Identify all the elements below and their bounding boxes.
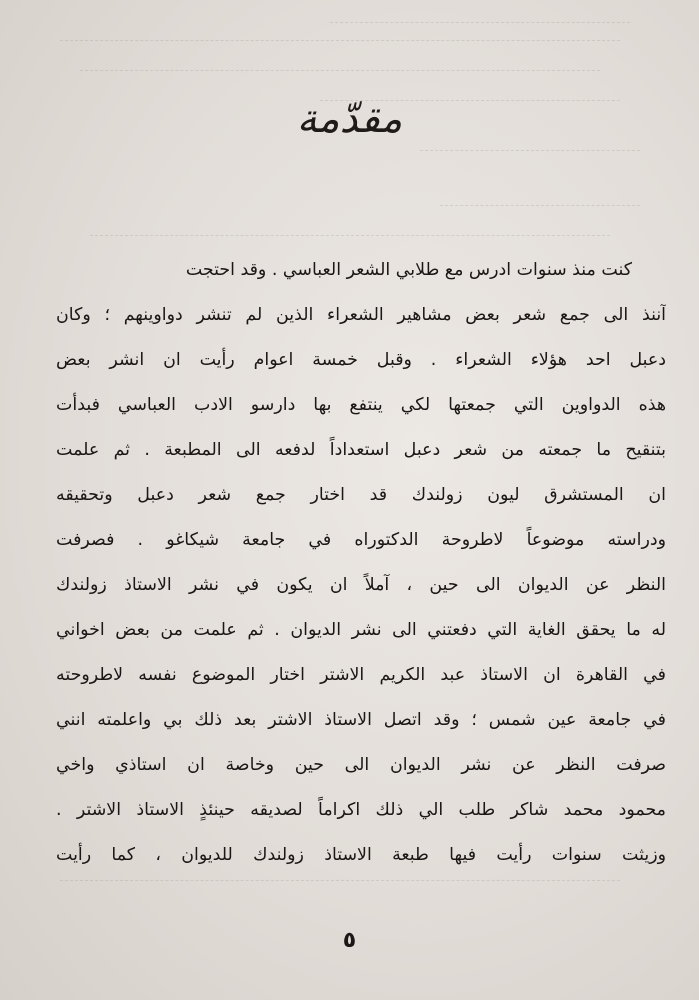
text-line: وزيثت سنوات رأيت فيها طبعة الاستاذ زولندك للديوان ، كما رأيت — [56, 845, 666, 865]
text-line: محمود محمد شاكر طلب الي ذلك اكراماً لصديقه حينئذٍ الاستاذ الاشتر . — [56, 800, 666, 820]
intro-paragraph — [56, 248, 666, 878]
page-title: مقدّمة — [296, 96, 403, 142]
text-line: صرفت النظر عن نشر الديوان الى حين وخاصة ان استاذي واخي — [56, 755, 666, 775]
text-line: في جامعة عين شمس ؛ وقد اتصل الاستاذ الاشتر بعد ذلك بي واعلمته انني — [56, 710, 666, 730]
text-line: له ما يحقق الغاية التي دفعتني الى نشر الديوان . ثم علمت من بعض اخواني — [56, 620, 666, 640]
text-line: النظر عن الديوان الى حين ، آملاً ان يكون في نشر الاستاذ زولندك — [56, 575, 666, 595]
text-line: كنت منذ سنوات ادرس مع طلابي الشعر العباسي . وقد احتجت — [185, 260, 632, 280]
page-number: ٥ — [342, 928, 357, 953]
text-line: هذه الدواوين التي جمعتها لكي ينتفع بها دارسو الادب العباسي فبدأت — [56, 395, 666, 415]
text-line: ان المستشرق ليون زولندك قد اختار جمع شعر دعبل وتحقيقه — [56, 485, 666, 505]
text-line: آننذ الى جمع شعر بعض مشاهير الشعراء الذين لم تنشر دواوينهم ؛ وكان — [56, 305, 666, 325]
text-line: دعبل احد هؤلاء الشعراء . وقبل خمسة اعوام رأيت ان انشر بعض — [56, 350, 666, 370]
text-line: في القاهرة ان الاستاذ عبد الكريم الاشتر اختار الموضوع نفسه لاطروحته — [56, 665, 666, 685]
text-line: بتنقيح ما جمعته من شعر دعبل استعداداً لدفعه الى المطبعة . ثم علمت — [56, 440, 666, 460]
text-line: ودراسته موضوعاً لاطروحة الدكتوراه في جامعة شيكاغو . فصرفت — [56, 530, 666, 550]
